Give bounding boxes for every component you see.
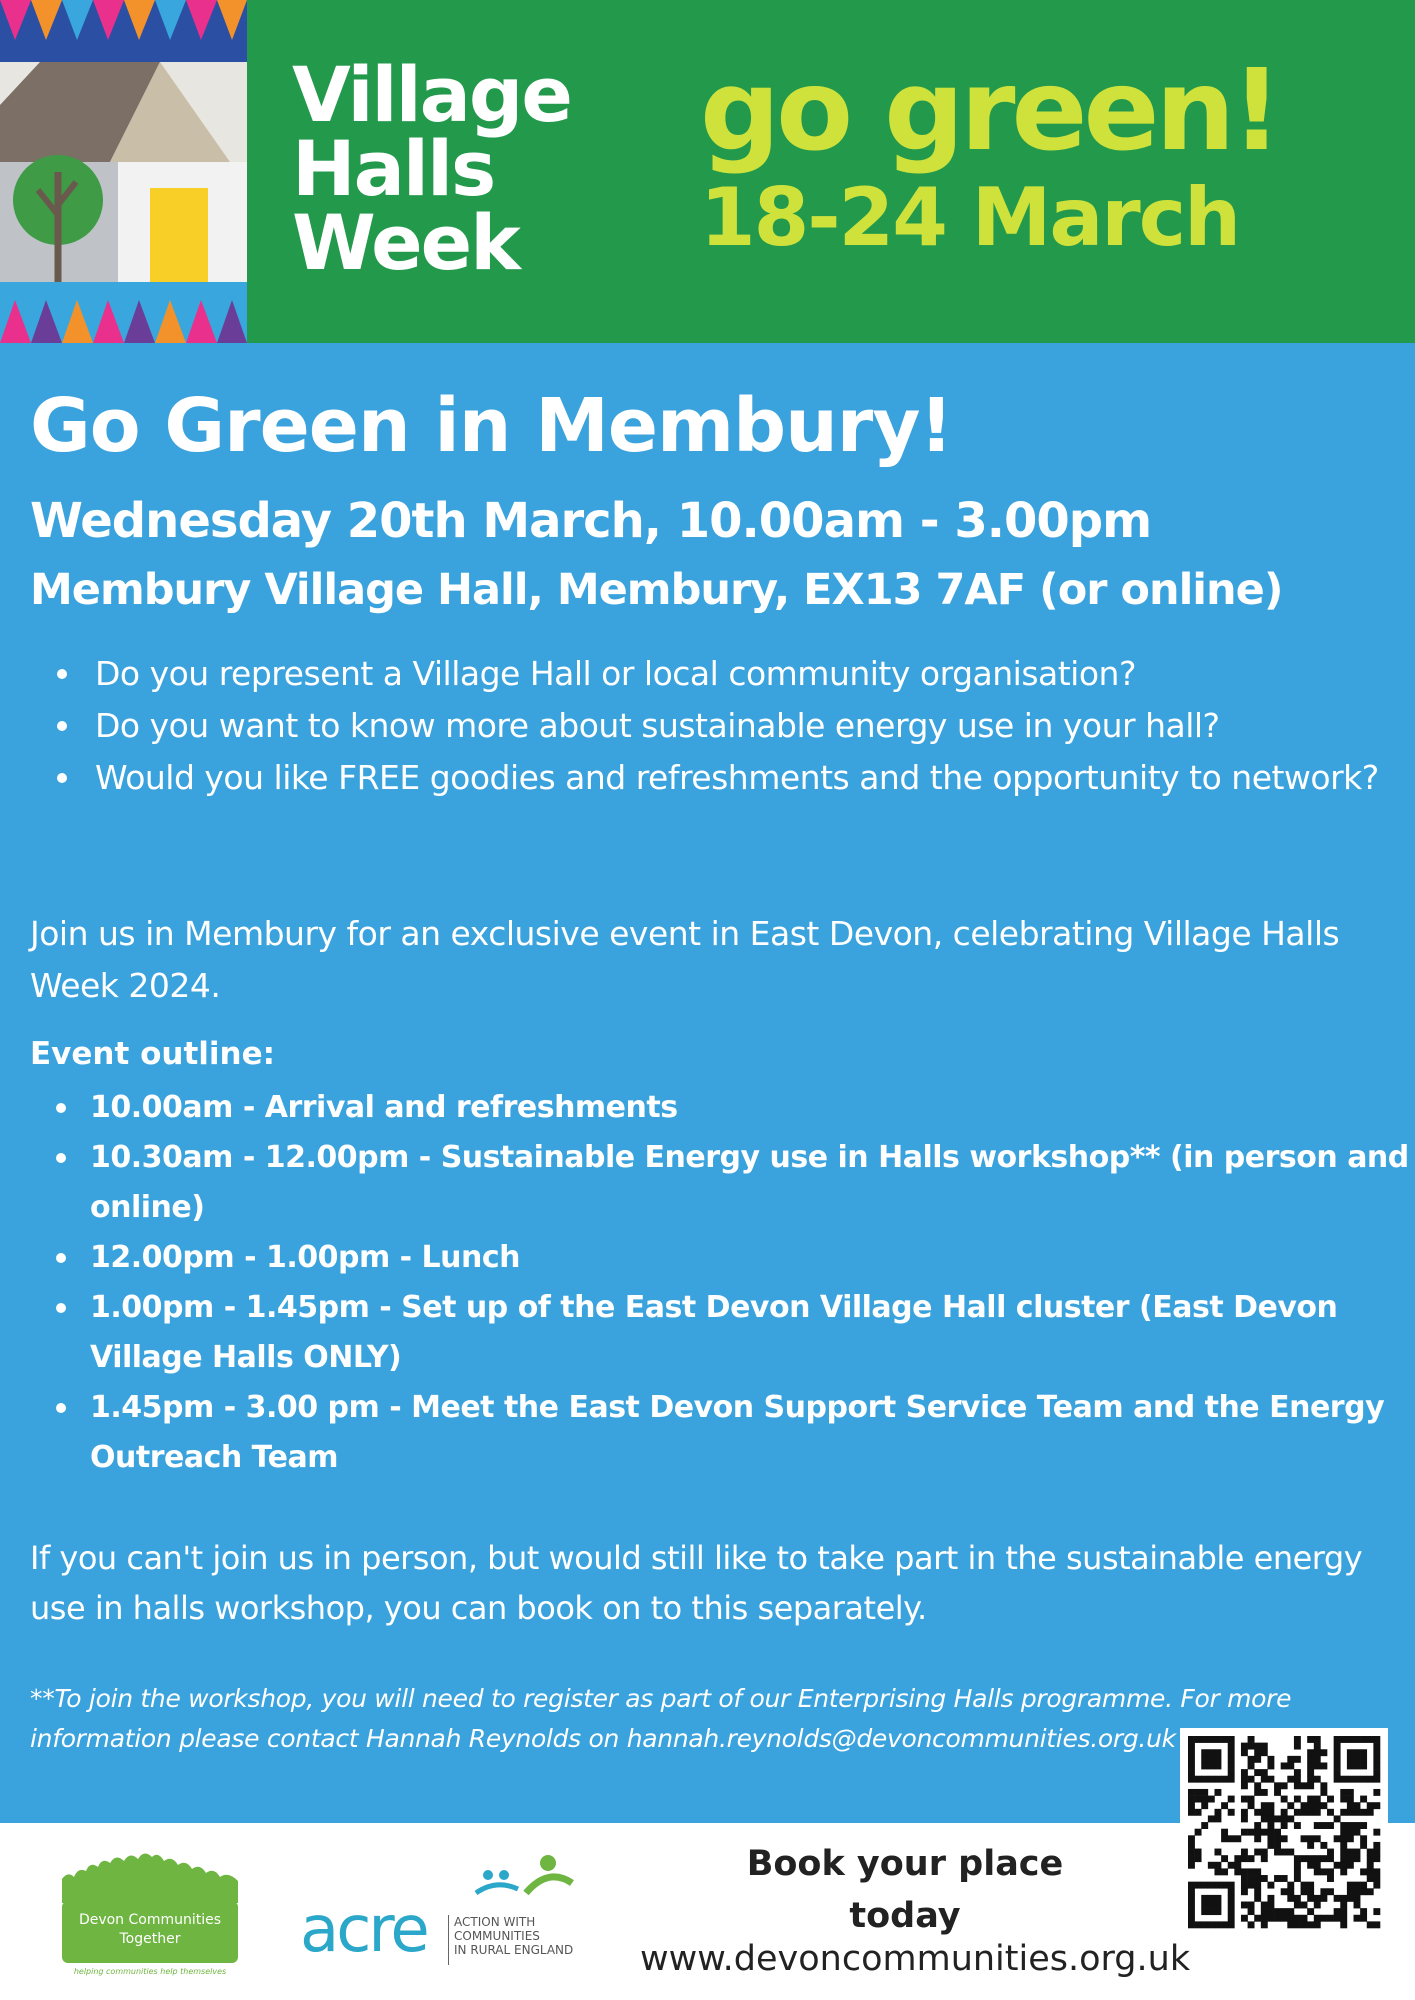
- acre-wordmark: acre: [300, 1893, 427, 1967]
- people-group-icon: [468, 1853, 578, 1897]
- logo-line: Week: [292, 198, 519, 287]
- devon-communities-together-logo: [60, 1841, 240, 1986]
- list-item: 10.00am - Arrival and refreshments: [90, 1083, 1410, 1133]
- event-venue: Membury Village Hall, Membury, EX13 7AF (or online): [30, 565, 1283, 615]
- qr-code-graphic: [1180, 1728, 1388, 1936]
- house-illustration-icon: [0, 0, 247, 343]
- people-silhouette-icon: [60, 1841, 240, 1903]
- logo-wordmark: [292, 50, 571, 287]
- book-cta: [705, 1838, 1105, 1942]
- website-link[interactable]: www.devoncommunities.org.uk: [640, 1939, 1191, 1979]
- logo-line: Village: [292, 50, 571, 139]
- separate-booking-note: If you can't join us in person, but would still like to take part in the sustainable energy use in halls workshop, you can book on to this separately.: [30, 1539, 1363, 1627]
- list-item: Do you want to know more about sustainable energy use in your hall?: [95, 700, 1415, 752]
- village-halls-week-logo: [0, 0, 247, 343]
- question-list: [30, 648, 1415, 804]
- acre-subtitle-line: COMMUNITIES: [454, 1929, 540, 1943]
- list-item: 12.00pm - 1.00pm - Lunch: [90, 1233, 1410, 1283]
- outline-heading: Event outline:: [30, 1036, 276, 1072]
- acre-subtitle-line: IN RURAL ENGLAND: [454, 1943, 574, 1957]
- book-line: Book your place: [746, 1844, 1064, 1884]
- list-item: 1.45pm - 3.00 pm - Meet the East Devon Support Service Team and the Energy Outreach Team: [90, 1383, 1410, 1483]
- event-intro: Join us in Membury for an exclusive event in East Devon, celebrating Village Halls Week 2024.: [30, 914, 1340, 1005]
- campaign-dates: 18-24 March: [700, 171, 1240, 264]
- acre-subtitle: [454, 1915, 594, 1957]
- list-item: 10.30am - 12.00pm - Sustainable Energy use in Halls workshop** (in person and online): [90, 1133, 1410, 1233]
- divider: [448, 1915, 449, 1965]
- list-item: 1.00pm - 1.45pm - Set up of the East Devon Village Hall cluster (East Devon Village Halls ONLY): [90, 1283, 1410, 1383]
- workshop-footnote: **To join the workshop, you will need to register as part of our Enterprising Halls programme. For more information please contact Hannah Reynolds on hannah.reynolds@devoncommunities.org.uk: [30, 1684, 1292, 1753]
- event-details-panel: [0, 343, 1415, 1823]
- logo-line: Halls: [292, 124, 495, 213]
- header-banner: [0, 0, 1415, 343]
- dct-name: Devon Communities Together: [62, 1901, 238, 1963]
- campaign-tagline: go green!: [700, 46, 1279, 176]
- acre-subtitle-line: ACTION WITH: [454, 1915, 536, 1929]
- acre-logo: [298, 1853, 588, 1983]
- dct-tagline: helping communities help themselves: [73, 1967, 227, 1976]
- book-line: today: [849, 1896, 961, 1936]
- qr-code-icon[interactable]: [1180, 1728, 1388, 1936]
- list-item: Do you represent a Village Hall or local community organisation?: [95, 648, 1415, 700]
- event-title: Go Green in Membury!: [30, 383, 953, 469]
- event-outline-list: [30, 1083, 1410, 1483]
- list-item: Would you like FREE goodies and refreshments and the opportunity to network?: [95, 752, 1415, 804]
- campaign-heading: [700, 46, 1380, 266]
- event-datetime: Wednesday 20th March, 10.00am - 3.00pm: [30, 493, 1152, 549]
